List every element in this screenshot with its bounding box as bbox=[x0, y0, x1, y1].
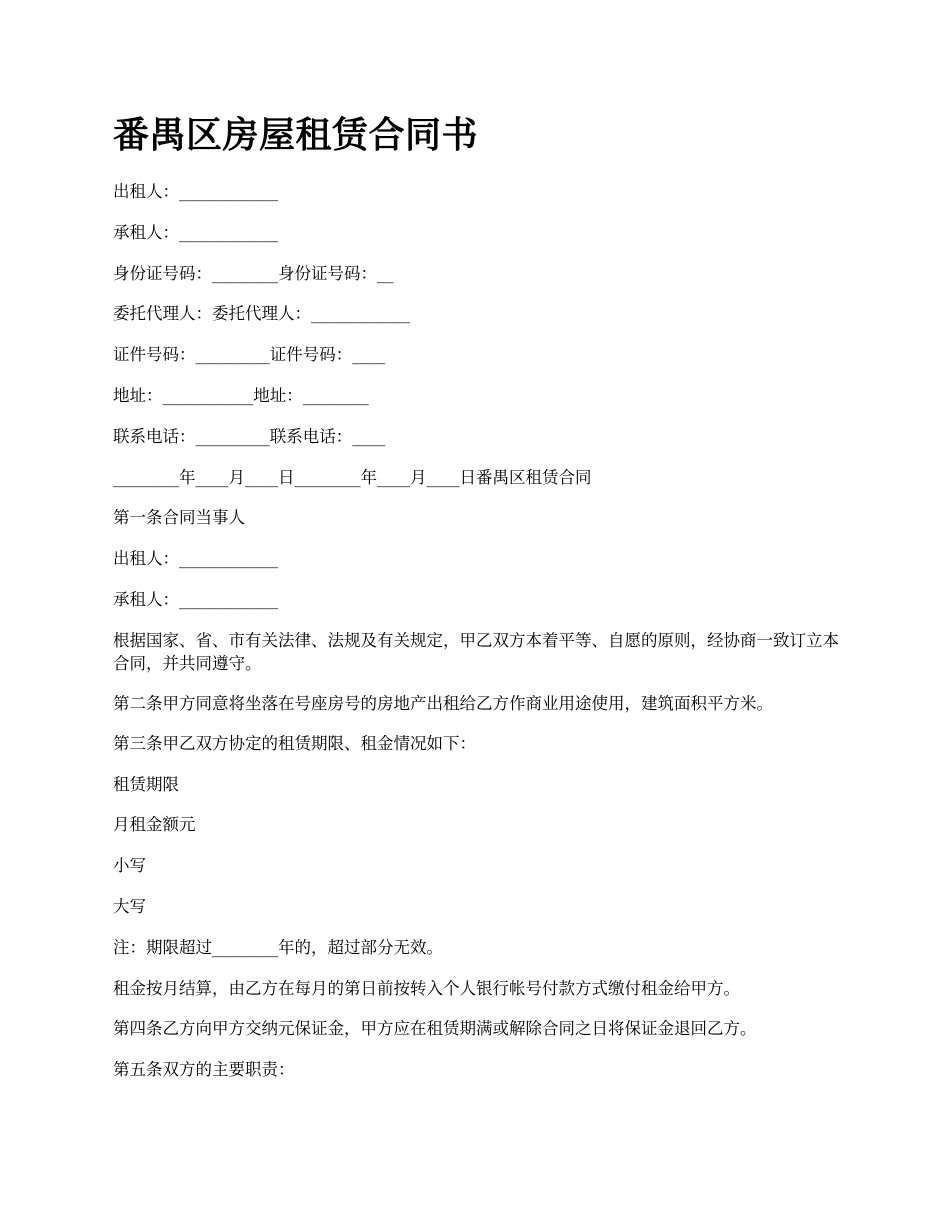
id-number-line: 身份证号码：________身份证号码：__ bbox=[113, 263, 394, 283]
rent-settlement-line: 租金按月结算，由乙方在每月的第日前按转入个人银行帐号付款方式缴付租金给甲方。 bbox=[113, 978, 740, 998]
article-5-heading: 第五条双方的主要职责： bbox=[113, 1060, 295, 1080]
agent-line: 委托代理人：委托代理人：____________ bbox=[113, 304, 410, 324]
lessor-line: 出租人：____________ bbox=[113, 182, 278, 201]
date-line: ________年____月____日________年____月____日番禺区租赁合同 bbox=[113, 467, 592, 487]
document-body bbox=[113, 180, 853, 1099]
article-2-paragraph: 第二条甲方同意将坐落在号座房号的房地产出租给乙方作商业用途使用，建筑面积平方米。 bbox=[113, 693, 773, 713]
article-3-heading: 第三条甲乙双方协定的租赁期限、租金情况如下： bbox=[113, 733, 476, 753]
phone-line: 联系电话：_________联系电话：____ bbox=[113, 426, 386, 446]
article-4-line: 第四条乙方向甲方交纳元保证金，甲方应在租赁期满或解除合同之日将保证金退回乙方。 bbox=[113, 1019, 757, 1039]
term-note-line: 注：期限超过________年的，超过部分无效。 bbox=[113, 937, 443, 957]
article-1-heading: 第一条合同当事人 bbox=[113, 508, 245, 528]
lease-term-line: 租赁期限 bbox=[113, 774, 179, 794]
uppercase-amount-line: 大写 bbox=[113, 896, 146, 916]
lowercase-amount-line: 小写 bbox=[113, 856, 146, 876]
monthly-rent-line: 月租金额元 bbox=[113, 815, 196, 835]
principle-paragraph: 根据国家、省、市有关法律、法规及有关规定，甲乙双方本着平等、自愿的原则，经协商一致订立本合同，并共同遵守。 bbox=[113, 630, 839, 673]
certificate-number-line: 证件号码：_________证件号码：____ bbox=[113, 345, 386, 365]
address-line: 地址：___________地址：________ bbox=[113, 385, 369, 405]
document-title: 番禺区房屋租赁合同书 bbox=[113, 115, 479, 156]
lessor-line-2: 出租人：____________ bbox=[113, 549, 278, 569]
lessee-line: 承租人：____________ bbox=[113, 222, 278, 242]
lessee-line-2: 承租人：____________ bbox=[113, 589, 278, 609]
